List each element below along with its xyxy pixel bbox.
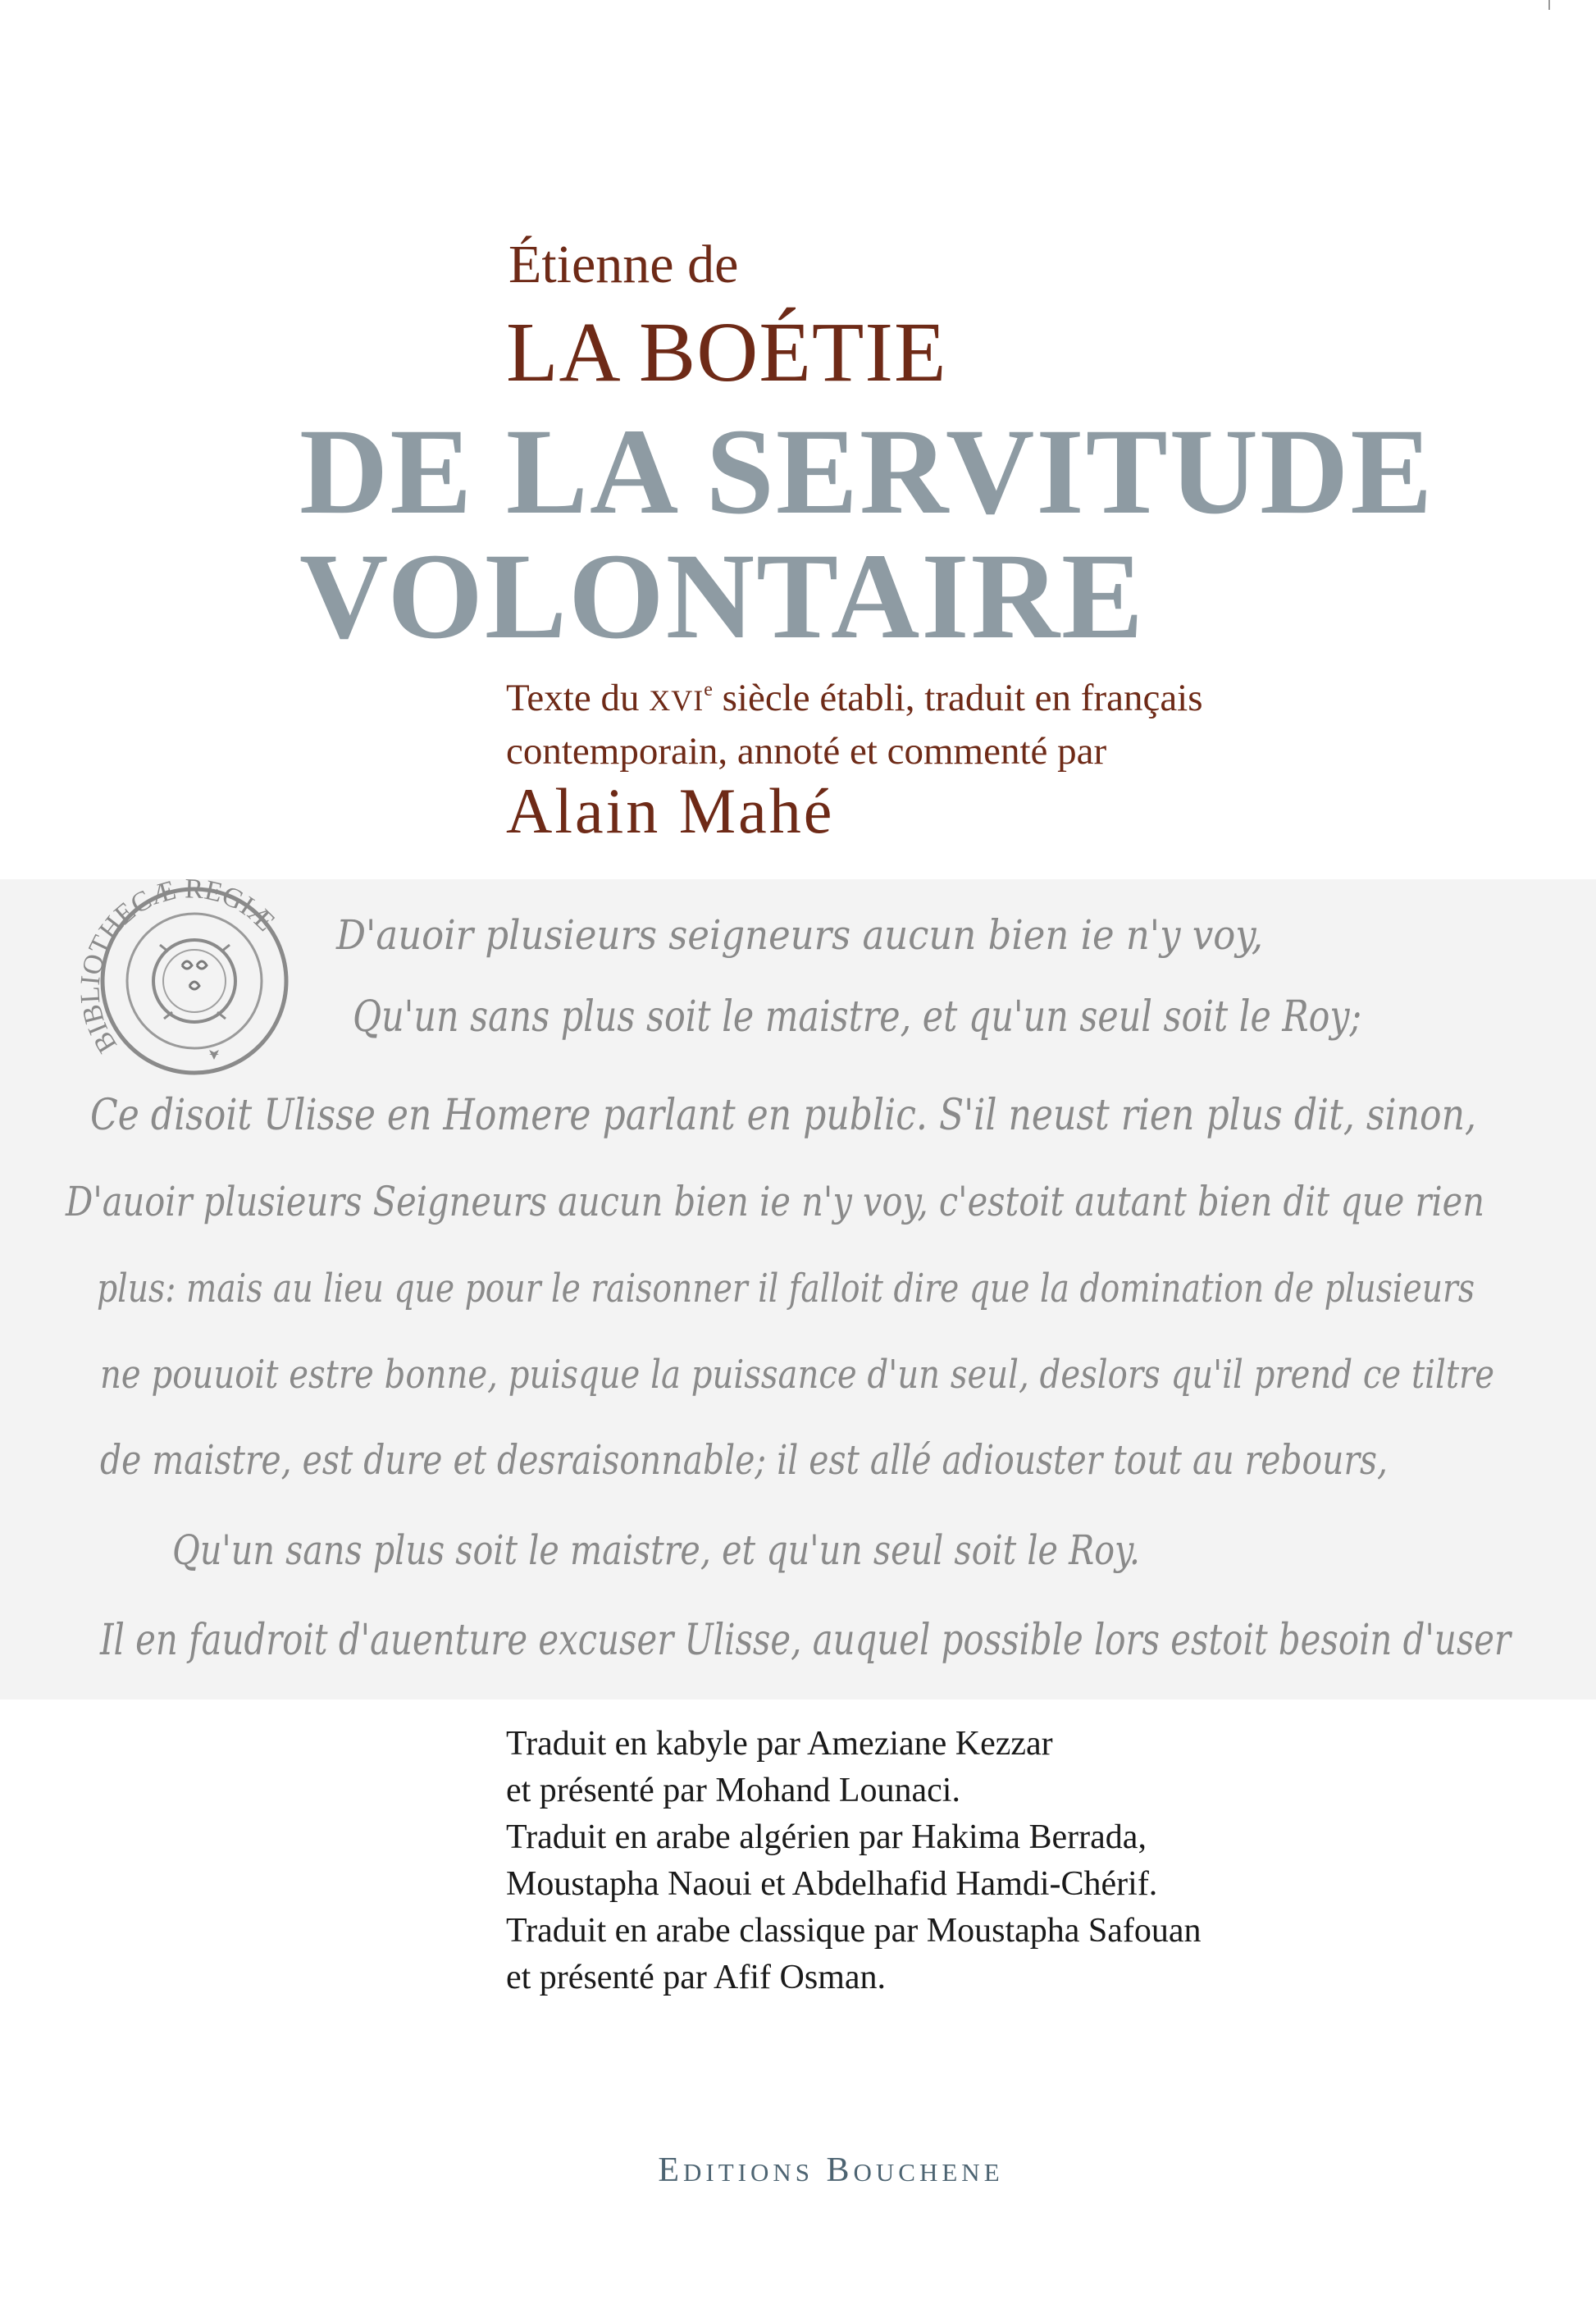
manuscript-line: Qu'un sans plus soit le maistre, et qu'un seul soit le Roy. (172, 1526, 1140, 1574)
handwritten-lines (65, 911, 1512, 1665)
manuscript-line: plus: mais au lieu que pour le raisonner il falloit dire que la domination de plusieurs (97, 1266, 1475, 1312)
author-last-name: LA BOÉTIE (506, 305, 947, 399)
crop-mark (1548, 0, 1550, 10)
credit-line: Traduit en arabe algérien par Hakima Berrada, (506, 1818, 1147, 1856)
manuscript-line: Il en faudroit d'auenture excuser Ulisse, auquel possible lors estoit besoin d'user (99, 1616, 1513, 1665)
subtitle-line-2: contemporain, annoté et commenté par (506, 730, 1107, 773)
manuscript-line: ne pouuoit estre bonne, puisque la puissance d'un seul, deslors qu'il prend ce tiltre (100, 1352, 1494, 1398)
credit-line: Moustapha Naoui et Abdelhafid Hamdi-Chérif. (506, 1865, 1158, 1903)
author-first-name: Étienne de (508, 235, 739, 294)
manuscript-facsimile (0, 879, 1596, 1699)
credit-line: et présenté par Afif Osman. (506, 1959, 887, 1996)
subtitle-text: siècle établi, traduit en français (712, 677, 1203, 719)
manuscript-line: Ce disoit Ulisse en Homere parlant en public. S'il neust rien plus dit, sinon, (90, 1091, 1476, 1140)
subtitle-line-1 (506, 664, 1408, 726)
translator-credits (506, 1721, 1490, 2001)
century-numeral: XVI (649, 684, 705, 717)
manuscript-line: Qu'un sans plus soit le maistre, et qu'un seul soit le Roy; (353, 992, 1361, 1042)
publisher-initial: E (658, 2151, 684, 2189)
publisher-word: OUCHENE (853, 2158, 1004, 2187)
credit-line: et présenté par Mohand Lounaci. (506, 1772, 960, 1809)
century-superscript: e (704, 679, 713, 700)
subtitle-text: Texte du (506, 677, 650, 719)
manuscript-line: D'auoir plusieurs seigneurs aucun bien ie n'y voy, (335, 911, 1264, 959)
seal-inscription: BIBLIOTHECÆ REGIÆ (75, 879, 281, 1058)
credit-line: Traduit en kabyle par Ameziane Kezzar (506, 1725, 1053, 1763)
credit-line: Traduit en arabe classique par Moustapha Safouan (506, 1912, 1202, 1950)
publisher-word: DITIONS (683, 2158, 814, 2187)
manuscript-line: de maistre, est dure et desraisonnable; il est allé adiouster tout au rebours, (100, 1436, 1388, 1484)
subtitle (506, 664, 1408, 777)
library-seal (75, 879, 286, 1073)
book-title-line-2: VOLONTAIRE (299, 528, 1146, 664)
manuscript-image (0, 879, 1596, 1699)
publisher-initial: B (826, 2151, 854, 2189)
editor-name: Alain Mahé (506, 775, 835, 846)
manuscript-line: D'auoir plusieurs Seigneurs aucun bien ie n'y voy, c'estoit autant bien dit que rien (65, 1178, 1485, 1225)
publisher-name (0, 2151, 1596, 2190)
book-title-line-1: DE LA SERVITUDE (299, 404, 1434, 540)
